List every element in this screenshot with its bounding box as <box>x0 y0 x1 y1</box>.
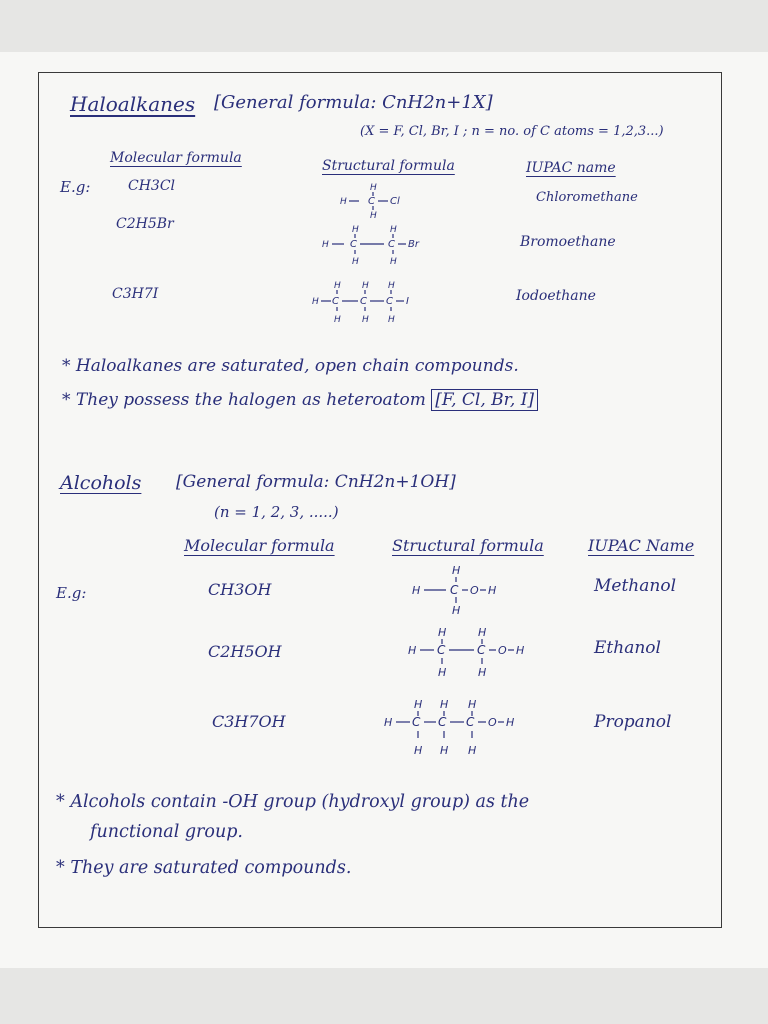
svg-text:H: H <box>390 257 397 267</box>
svg-text:H: H <box>440 698 449 711</box>
svg-text:H: H <box>388 315 395 325</box>
structure-propanol <box>384 696 534 764</box>
alc-row-2-iupac: Ethanol <box>594 638 661 658</box>
svg-text:H: H <box>334 281 341 291</box>
alc-row-1-molecular: CH3OH <box>208 580 272 599</box>
halo-row-1-molecular: CH3Cl <box>128 178 176 194</box>
structure-chloromethane <box>340 180 420 220</box>
svg-text:C: C <box>386 296 393 307</box>
alcohols-condition: (n = 1, 2, 3, .....) <box>214 503 339 521</box>
alc-row-3-iupac: Propanol <box>594 712 672 732</box>
svg-text:H: H <box>362 315 369 325</box>
halo-eg-label: E.g: <box>60 178 91 196</box>
svg-text:O: O <box>488 716 497 729</box>
halo-note-2-text: * They possess the halogen as heteroatom <box>62 390 426 410</box>
svg-text:H: H <box>478 626 487 639</box>
svg-text:H: H <box>414 744 423 757</box>
svg-text:O: O <box>498 644 507 657</box>
alc-row-1-iupac: Methanol <box>594 576 677 596</box>
svg-text:C: C <box>360 296 367 307</box>
svg-text:C: C <box>438 715 447 729</box>
svg-text:H: H <box>516 644 525 657</box>
svg-text:C: C <box>450 583 459 597</box>
halo-note-1: * Haloalkanes are saturated, open chain compounds. <box>62 356 519 376</box>
svg-text:H: H <box>370 183 377 193</box>
svg-text:H: H <box>488 584 497 597</box>
alc-row-2-molecular: C2H5OH <box>208 642 282 661</box>
svg-text:H: H <box>452 564 461 577</box>
structure-iodoethane <box>312 278 422 332</box>
svg-text:H: H <box>468 744 477 757</box>
svg-text:H: H <box>384 716 393 729</box>
alc-eg-label: E.g: <box>56 584 87 602</box>
alc-note-1a: * Alcohols contain -OH group (hydroxyl group) as the <box>56 792 530 812</box>
svg-text:H: H <box>312 297 319 307</box>
svg-text:H: H <box>438 626 447 639</box>
svg-text:C: C <box>332 296 339 307</box>
structure-bromoethane <box>322 222 432 272</box>
alcohols-heading: Alcohols <box>60 472 142 494</box>
alc-note-2: * They are saturated compounds. <box>56 858 352 878</box>
svg-text:H: H <box>370 211 377 221</box>
svg-text:H: H <box>468 698 477 711</box>
alcohols-general-formula: [General formula: CnH2n+1OH] <box>176 472 456 492</box>
halo-col-iupac: IUPAC name <box>526 160 616 176</box>
svg-text:H: H <box>340 197 347 207</box>
haloalkanes-heading: Haloalkanes <box>70 92 196 116</box>
svg-text:H: H <box>388 281 395 291</box>
halo-col-molecular: Molecular formula <box>110 150 242 166</box>
svg-text:H: H <box>334 315 341 325</box>
halo-row-1-iupac: Chloromethane <box>536 190 638 205</box>
svg-text:H: H <box>322 240 329 250</box>
halo-col-structural: Structural formula <box>322 158 455 174</box>
svg-text:I: I <box>406 296 409 307</box>
svg-text:H: H <box>352 257 359 267</box>
alc-col-molecular: Molecular formula <box>184 536 335 555</box>
svg-text:O: O <box>470 584 479 597</box>
alc-col-structural: Structural formula <box>392 536 544 555</box>
svg-text:C: C <box>350 239 357 250</box>
svg-text:H: H <box>478 666 487 679</box>
alc-col-iupac: IUPAC Name <box>588 536 695 555</box>
svg-text:H: H <box>506 716 515 729</box>
svg-text:H: H <box>390 225 397 235</box>
svg-text:C: C <box>388 239 395 250</box>
alc-row-3-molecular: C3H7OH <box>212 712 286 731</box>
svg-text:H: H <box>452 604 461 617</box>
halo-row-2-molecular: C2H5Br <box>116 216 174 232</box>
svg-text:C: C <box>477 643 486 657</box>
structure-ethanol <box>408 624 548 684</box>
halo-row-3-iupac: Iodoethane <box>516 288 596 304</box>
svg-text:H: H <box>362 281 369 291</box>
halo-row-2-iupac: Bromoethane <box>520 234 616 250</box>
svg-text:H: H <box>412 584 421 597</box>
svg-text:C: C <box>412 715 421 729</box>
svg-text:C: C <box>437 643 446 657</box>
svg-text:C: C <box>466 715 475 729</box>
structure-methanol <box>412 562 502 624</box>
halo-note-2-halogens: [F, Cl, Br, I] <box>431 389 538 411</box>
haloalkanes-general-formula: [General formula: CnH2n+1X] <box>214 92 493 113</box>
alc-note-1b: functional group. <box>90 822 243 842</box>
halo-row-3-molecular: C3H7I <box>112 286 159 302</box>
svg-text:H: H <box>352 225 359 235</box>
svg-text:C: C <box>368 196 375 207</box>
svg-text:Cl: Cl <box>390 196 400 207</box>
svg-text:H: H <box>408 644 417 657</box>
halo-note-2 <box>62 390 538 410</box>
haloalkanes-condition: (X = F, Cl, Br, I ; n = no. of C atoms = 1,2,3...) <box>360 124 664 139</box>
svg-text:H: H <box>440 744 449 757</box>
svg-text:Br: Br <box>408 239 419 250</box>
svg-text:H: H <box>438 666 447 679</box>
svg-text:H: H <box>414 698 423 711</box>
